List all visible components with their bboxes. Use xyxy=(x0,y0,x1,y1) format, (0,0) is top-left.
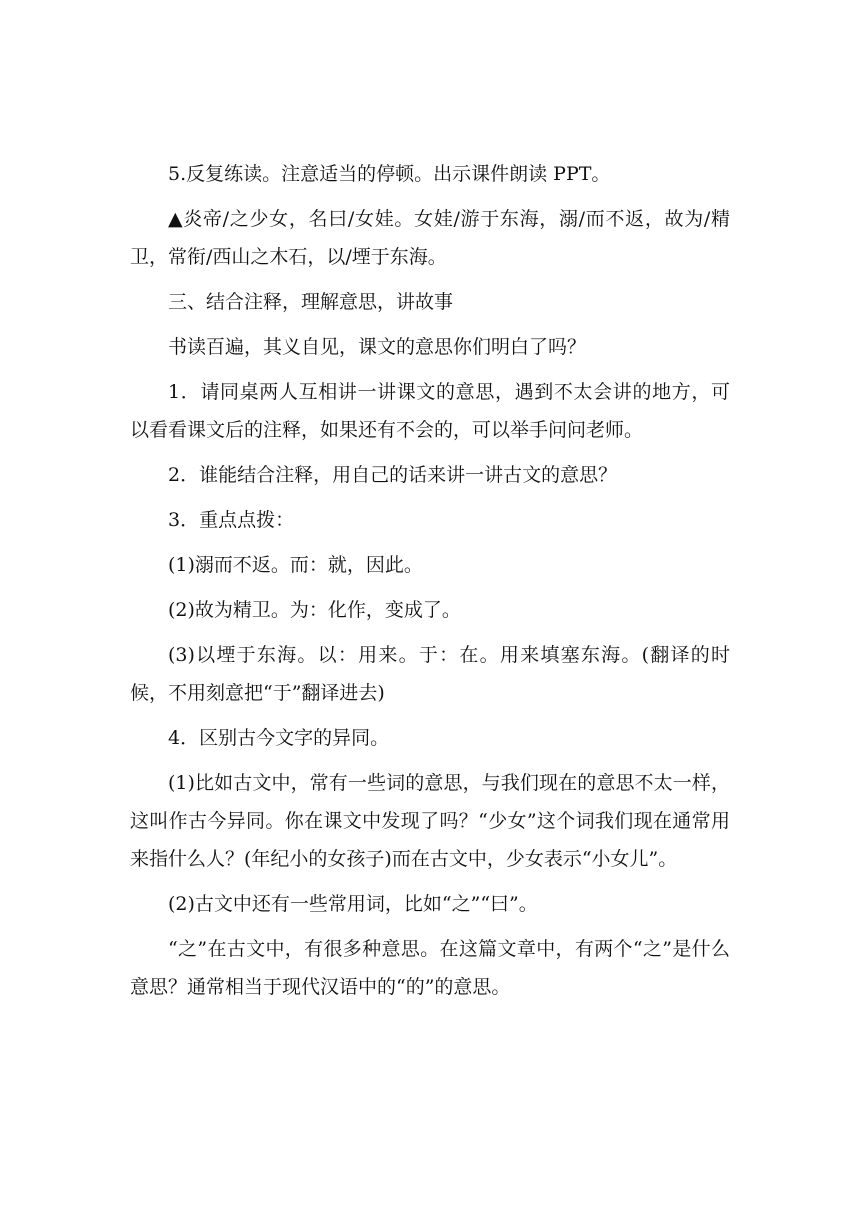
paragraph-step-2: 2．谁能结合注释，用自己的话来讲一讲古文的意思？ xyxy=(168,464,618,486)
paragraph-note-3: (3)以堙于东海。以：用来。于：在。用来填塞东海。(翻译的时候，不用刻意把“于”翻译进去) xyxy=(130,644,730,704)
paragraph-step-1: 1．请同桌两人互相讲一讲课文的意思，遇到不太会讲的地方，可以看看课文后的注释，如果还有不会的，可以举手问问老师。 xyxy=(130,381,730,441)
paragraph-note-1: (1)溺而不返。而：就，因此。 xyxy=(168,554,423,576)
section-heading-three: 三、结合注释，理解意思，讲故事 xyxy=(168,291,454,313)
paragraph-read-hundred-times: 书读百遍，其义自见，课文的意思你们明白了吗？ xyxy=(168,336,587,358)
paragraph-step-4: 4．区别古今文字的异同。 xyxy=(168,727,390,749)
paragraph-note-2: (2)故为精卫。为：化作，变成了。 xyxy=(168,599,461,621)
document-body xyxy=(130,155,730,1013)
paragraph-practice-reading: 5.反复练读。注意适当的停顿。出示课件朗读 PPT。 xyxy=(168,163,611,185)
paragraph-step-3: 3．重点点拨： xyxy=(168,509,295,531)
paragraph-ancient-modern-1: (1)比如古文中，常有一些词的意思，与我们现在的意思不太一样，这叫作古今异同。你在课文中发现了吗？“少女”这个词我们现在通常用来指什么人？(年纪小的女孩子)而在古文中，少女表示“小女儿”。 xyxy=(130,772,730,870)
paragraph-classical-text: ▲炎帝/之少女，名曰/女娃。女娃/游于东海，溺/而不返，故为/精卫，常衔/西山之木石，以/堙于东海。 xyxy=(130,208,730,268)
paragraph-ancient-modern-2: (2)古文中还有一些常用词，比如“之”“曰”。 xyxy=(168,893,538,915)
paragraph-zhi-meaning: “之”在古文中，有很多种意思。在这篇文章中，有两个“之”是什么意思？通常相当于现代汉语中的“的”的意思。 xyxy=(130,938,730,998)
